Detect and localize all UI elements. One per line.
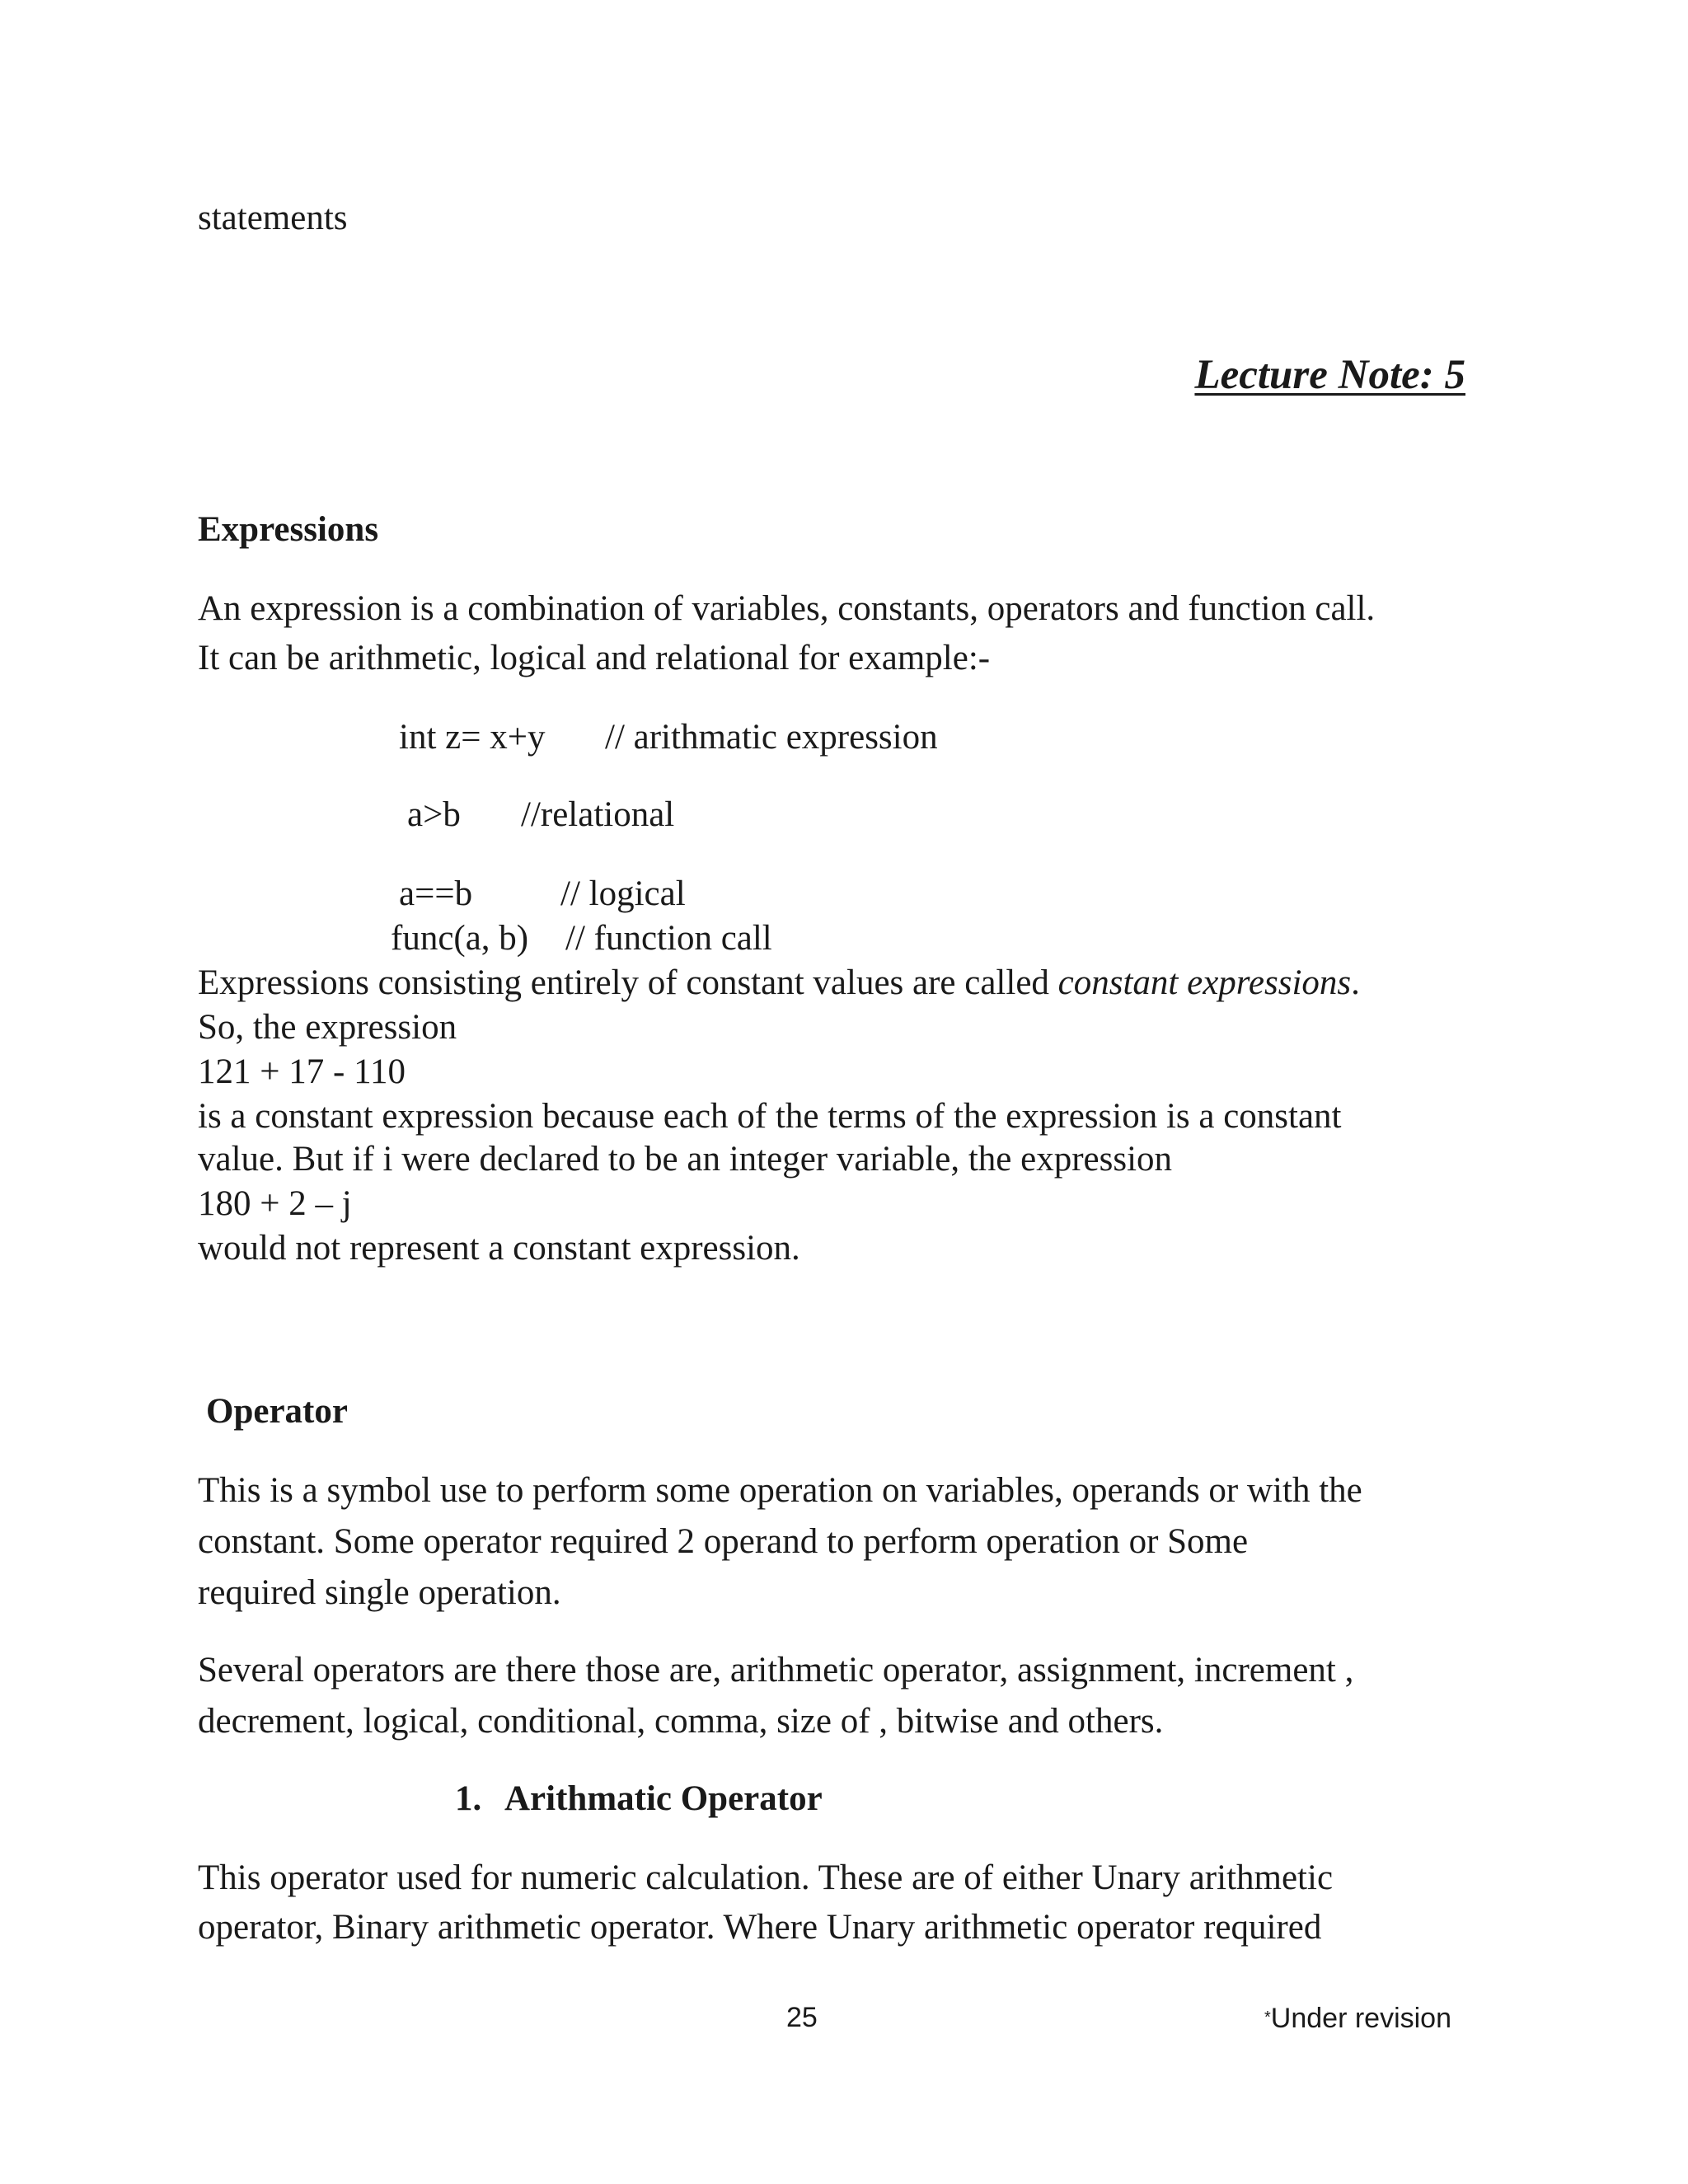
operator-para-line: Several operators are there those are, arithmetic operator, assignment, increment , — [198, 1651, 1354, 1690]
revision-note — [1264, 2001, 1451, 2035]
revision-text: Under revision — [1270, 2003, 1452, 2034]
subheading-arithmatic-operator: Arithmatic Operator — [504, 1779, 823, 1818]
example-comment: // arithmatic expression — [605, 718, 938, 757]
example-code: func(a, b) — [391, 919, 529, 958]
operator-para-line: This operator used for numeric calculation. These are of either Unary arithmetic — [198, 1858, 1334, 1897]
constant-expr-line: is a constant expression because each of the terms of the expression is a constant — [198, 1097, 1342, 1136]
example-code: int z= x+y — [399, 718, 546, 757]
operator-para-line: This is a symbol use to perform some operation on variables, operands or with the — [198, 1471, 1362, 1510]
operator-para-line: required single operation. — [198, 1573, 561, 1612]
subheading-number: 1. — [455, 1779, 482, 1818]
constant-expr-line: would not represent a constant expression. — [198, 1229, 800, 1268]
expressions-para-line: An expression is a combination of variables, constants, operators and function call. — [198, 589, 1376, 628]
constant-expr-prefix: Expressions consisting entirely of constant values are called — [198, 963, 1058, 1002]
constant-expr-suffix: . — [1351, 963, 1360, 1002]
example-comment: // logical — [560, 874, 686, 913]
constant-expr-line: 180 + 2 – j — [198, 1184, 352, 1223]
page-number: 25 — [786, 2002, 818, 2033]
constant-expr-term: constant expressions — [1057, 963, 1352, 1002]
revision-star: * — [1264, 2008, 1271, 2027]
example-comment: // function call — [565, 919, 772, 958]
expressions-heading: Expressions — [198, 510, 379, 549]
lecture-title: Lecture Note: 5 — [1194, 352, 1465, 398]
example-code: a==b — [399, 874, 473, 913]
constant-expr-line — [198, 961, 1360, 1005]
example-code: a>b — [407, 795, 461, 834]
operator-para-line: operator, Binary arithmetic operator. Where Unary arithmetic operator required — [198, 1908, 1322, 1947]
operator-para-line: decrement, logical, conditional, comma, size of , bitwise and others. — [198, 1702, 1164, 1741]
constant-expr-line: So, the expression — [198, 1008, 457, 1047]
expressions-para-line: It can be arithmetic, logical and relational for example:- — [198, 639, 991, 677]
constant-expr-line: value. But if i were declared to be an integer variable, the expression — [198, 1140, 1173, 1179]
operator-para-line: constant. Some operator required 2 operand to perform operation or Some — [198, 1522, 1249, 1561]
constant-expr-line: 121 + 17 - 110 — [198, 1052, 406, 1091]
example-comment: //relational — [521, 795, 675, 834]
operator-heading: Operator — [206, 1392, 348, 1431]
top-word: statements — [198, 199, 348, 237]
